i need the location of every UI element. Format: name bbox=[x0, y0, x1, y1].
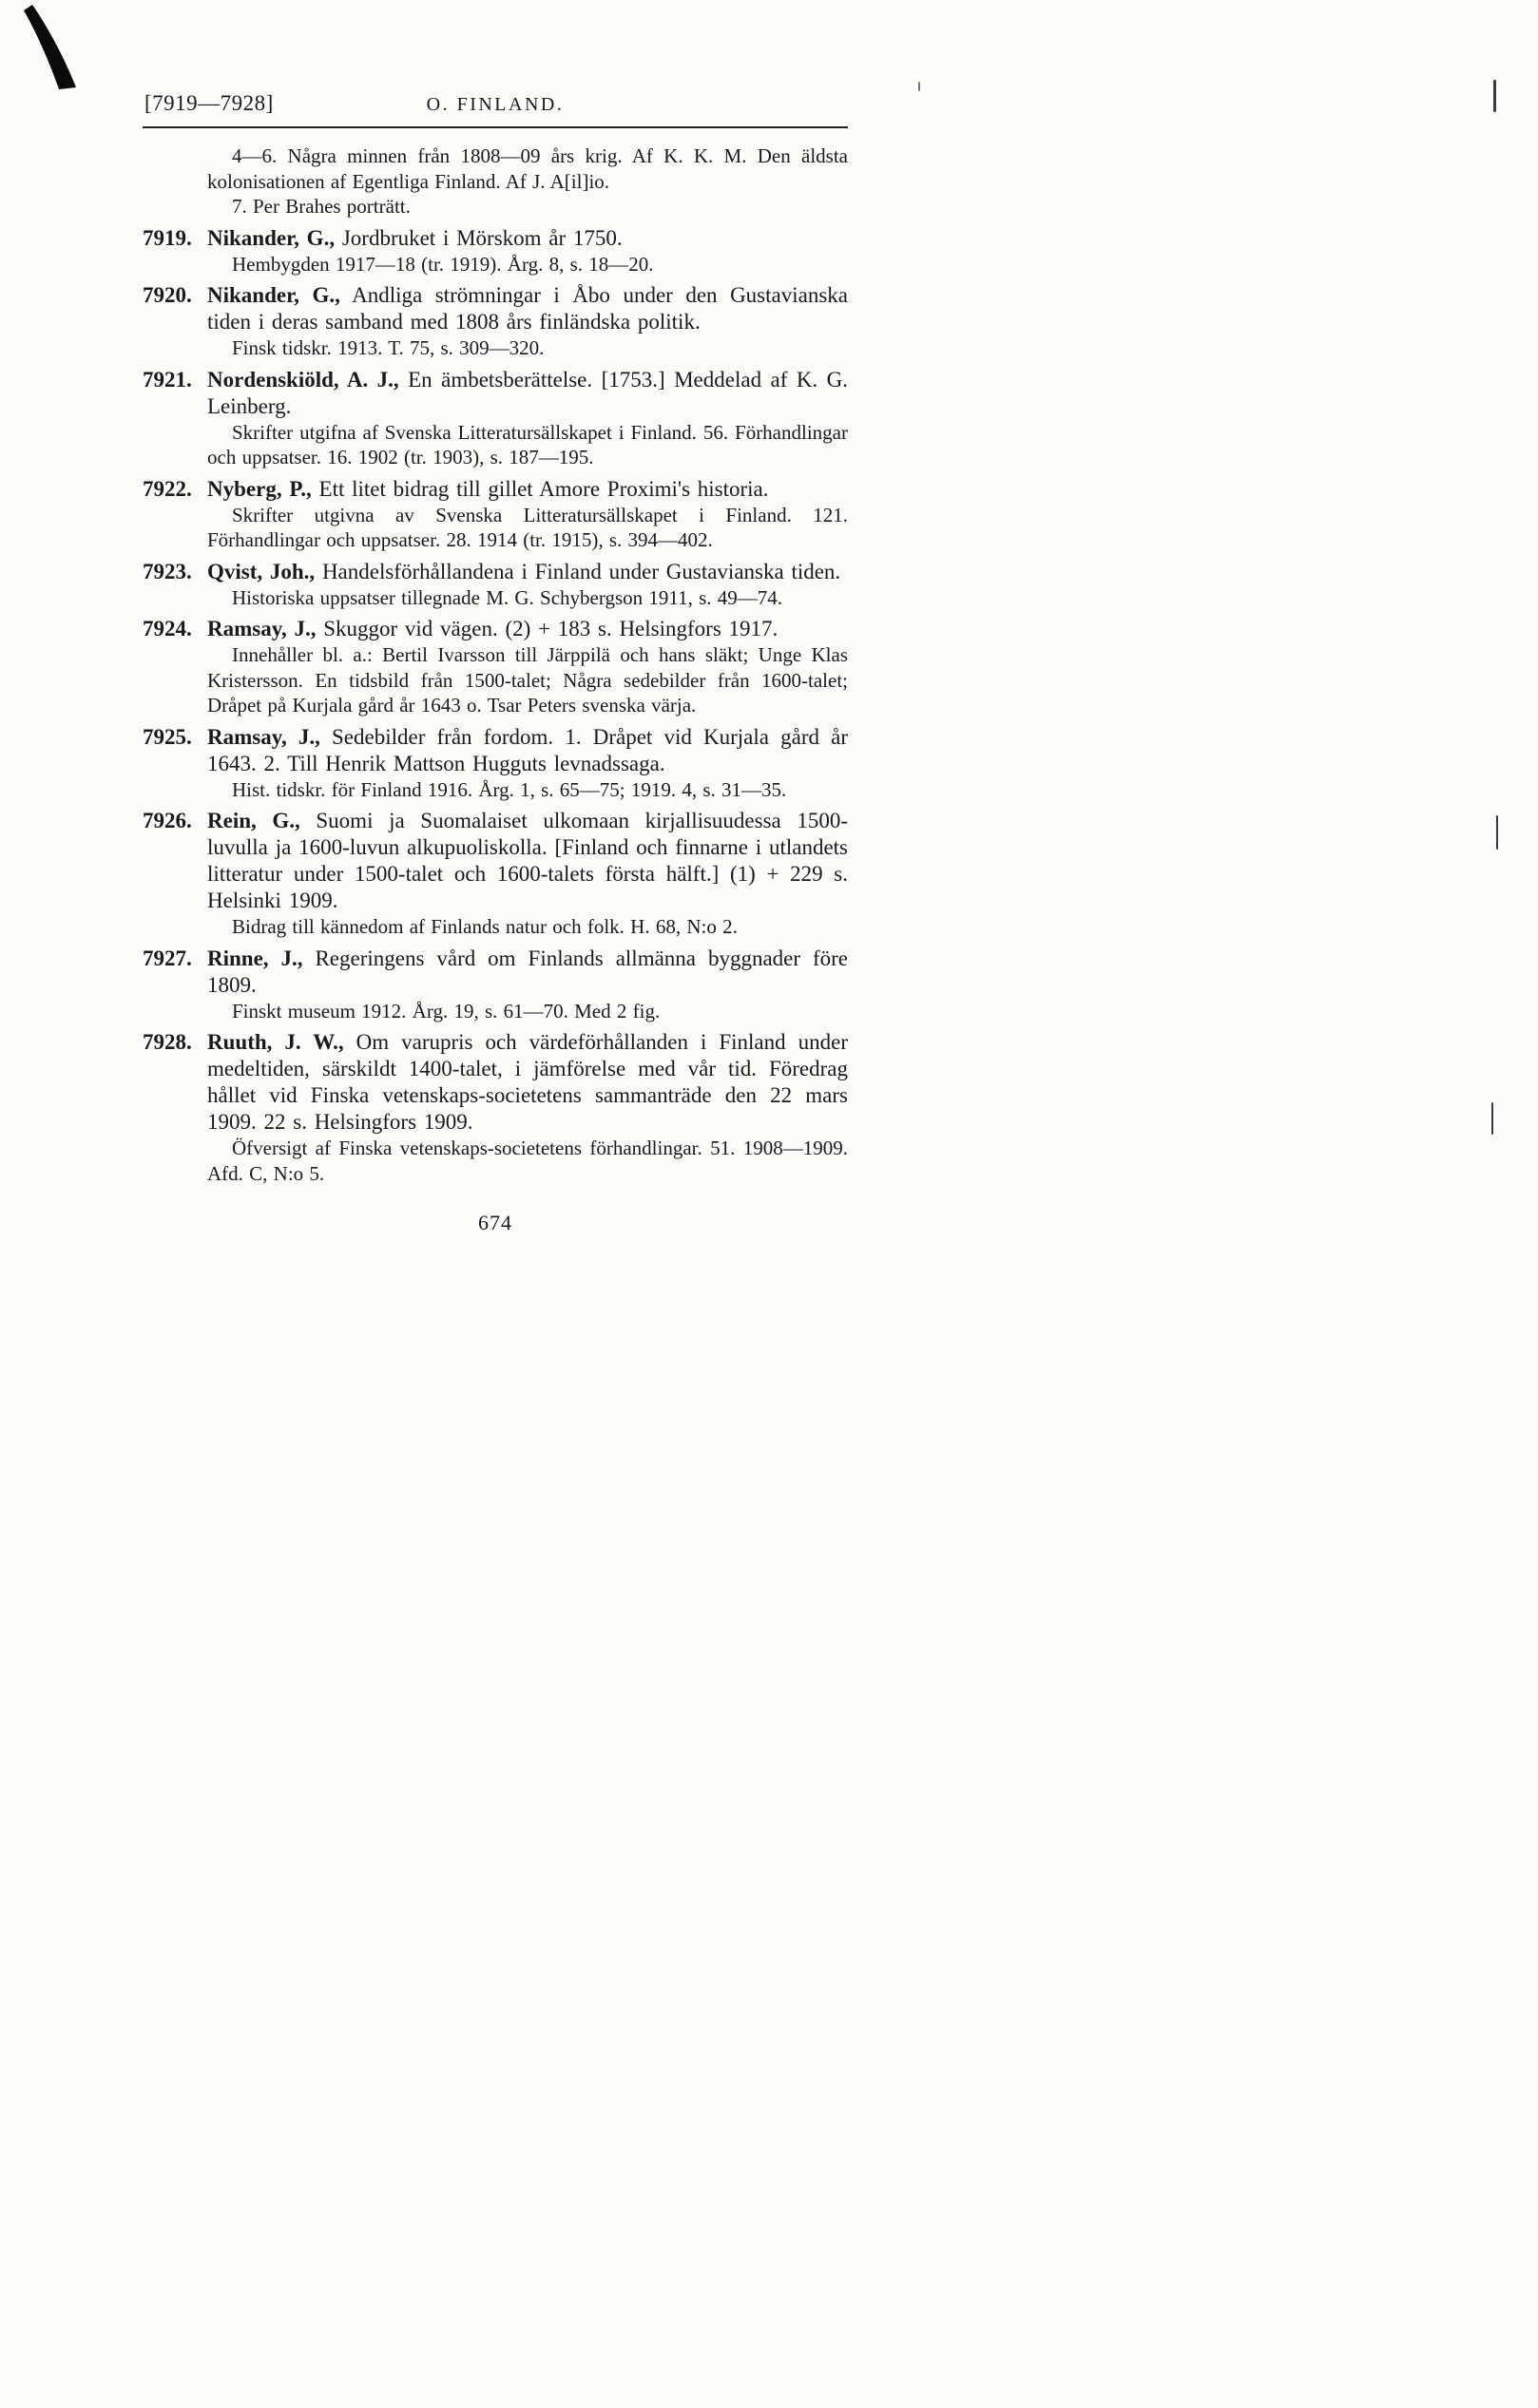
entry-note: Innehåller bl. a.: Bertil Ivarsson till Järppilä och hans släkt; Unge Klas Kristersson. En tidsbild från 1500-talet; Några sedebilder från 1600-talet; Dråpet på Kurjala gård år 1643 o. Tsar Peters svenska värja. bbox=[207, 643, 848, 717]
continuation-text: 7. Per Brahes porträtt. bbox=[232, 195, 411, 218]
entry-number: 7920. bbox=[143, 283, 192, 307]
scan-edge-mark bbox=[1491, 1102, 1493, 1135]
entry-heading bbox=[207, 808, 848, 914]
entry-note: Hist. tidskr. för Finland 1916. Årg. 1, s. 65—75; 1919. 4, s. 31—35. bbox=[232, 777, 787, 801]
bib-entry bbox=[143, 367, 848, 470]
entry-title: Om varupris och värdeförhållanden i Finland under medeltiden, särskildt 1400-talet, i jämförelse med vår tid. Föredrag hållet vid Finska vetenskaps-societetens sammanträde den 22 mars 1909. 22 s. Helsingfors 1909. bbox=[207, 1030, 848, 1134]
entry-author: Ramsay, J., bbox=[207, 617, 317, 640]
entry-author: Nordenskiöld, A. J., bbox=[207, 367, 399, 392]
entry-body bbox=[207, 808, 848, 940]
entry-list bbox=[143, 225, 848, 1187]
entry-author: Qvist, Joh., bbox=[207, 559, 316, 583]
ink-blot-mark bbox=[23, 4, 91, 96]
entry-note: Skrifter utgivna av Svenska Litteratursällskapet i Finland. 121. Förhandlingar och uppsatser. 28. 1914 (tr. 1915), s. 394—402. bbox=[207, 503, 848, 551]
entry-note: Historiska uppsatser tillegnade M. G. Schybergson 1911, s. 49—74. bbox=[232, 585, 783, 609]
entry-title: Jordbruket i Mörskom år 1750. bbox=[341, 225, 623, 250]
bib-entry bbox=[143, 1029, 848, 1186]
entry-body bbox=[207, 616, 848, 718]
entry-heading bbox=[207, 225, 848, 252]
entry-body bbox=[207, 282, 848, 361]
entry-title: Sedebilder från fordom. 1. Dråpet vid Kurjala gård år 1643. 2. Till Henrik Mattson Hugguts levnadssaga. bbox=[207, 724, 849, 775]
entry-number: 7928. bbox=[143, 1030, 192, 1054]
entry-number: 7925. bbox=[143, 724, 192, 749]
entry-body bbox=[207, 1029, 848, 1186]
entry-title: Regeringens vård om Finlands allmänna byggnader före 1809. bbox=[207, 946, 849, 997]
entry-author: Nikander, G., bbox=[207, 283, 340, 307]
scan-edge-mark bbox=[1496, 815, 1498, 850]
entry-title: Skuggor vid vägen. (2) + 183 s. Helsingfors 1917. bbox=[323, 617, 779, 640]
entry-body bbox=[207, 476, 848, 553]
header-rule bbox=[143, 126, 848, 128]
entry-number: 7927. bbox=[143, 946, 192, 970]
entry-note: Hembygden 1917—18 (tr. 1919). Årg. 8, s. 18—20. bbox=[232, 252, 654, 276]
page-number: 674 bbox=[478, 1211, 512, 1234]
entry-author: Rein, G., bbox=[207, 809, 300, 832]
entry-range: [7919—7928] bbox=[144, 91, 274, 115]
entry-heading bbox=[207, 559, 848, 585]
entry-title: En ämbetsberättelse. [1753.] Meddelad af K. G. Leinberg. bbox=[207, 367, 849, 418]
entry-note: Skrifter utgifna af Svenska Litteratursällskapet i Finland. 56. Förhandlingar och uppsatser. 16. 1902 (tr. 1903), s. 187—195. bbox=[207, 420, 848, 468]
entry-number: 7924. bbox=[143, 617, 192, 640]
continuation-paragraph bbox=[207, 143, 848, 220]
entry-body bbox=[207, 367, 848, 470]
bib-entry bbox=[143, 808, 848, 940]
entry-number: 7926. bbox=[143, 809, 192, 832]
bib-entry bbox=[143, 616, 848, 718]
bib-entry bbox=[143, 724, 848, 803]
entry-body bbox=[207, 946, 848, 1024]
entry-heading bbox=[207, 616, 848, 642]
entry-author: Ruuth, J. W., bbox=[207, 1030, 344, 1054]
bib-entry bbox=[143, 476, 848, 553]
entry-heading bbox=[207, 282, 848, 335]
entry-title: Andliga strömningar i Åbo under den Gustavianska tiden i deras samband med 1808 års finländska politik. bbox=[207, 283, 848, 334]
entry-body bbox=[207, 559, 848, 611]
bib-entry bbox=[143, 282, 848, 361]
entry-note: Bidrag till kännedom af Finlands natur och folk. H. 68, N:o 2. bbox=[232, 915, 738, 938]
page-header bbox=[143, 91, 848, 120]
entry-body bbox=[207, 724, 848, 803]
entry-body bbox=[207, 225, 848, 277]
bib-entry bbox=[143, 225, 848, 277]
entry-author: Nikander, G., bbox=[207, 225, 336, 250]
bib-entry bbox=[143, 559, 848, 611]
entry-title: Handelsförhållandena i Finland under Gustavianska tiden. bbox=[321, 559, 841, 583]
entry-author: Ramsay, J., bbox=[207, 724, 320, 749]
entry-note: Öfversigt af Finska vetenskaps-societetens förhandlingar. 51. 1908—1909. Afd. C, N:o 5. bbox=[207, 1137, 848, 1185]
entry-heading bbox=[207, 367, 848, 420]
scan-edge-mark bbox=[918, 82, 920, 91]
entry-heading bbox=[207, 946, 848, 999]
entry-title: Suomi ja Suomalaiset ulkomaan kirjallisuudessa 1500-luvulla ja 1600-luvun alkupuoliskolla. [Finland och finnarne i utlandets litteratur under 1500-talet och 1600-talets första hälft.] (1) + 229 s. Helsinki 1909. bbox=[207, 809, 849, 912]
entry-author: Rinne, J., bbox=[207, 946, 303, 970]
section-title: O. FINLAND. bbox=[426, 94, 565, 115]
entry-heading bbox=[207, 476, 848, 503]
bib-entry bbox=[143, 946, 848, 1024]
text-column bbox=[143, 91, 848, 1235]
entry-title: Ett litet bidrag till gillet Amore Proximi's historia. bbox=[318, 476, 769, 501]
entry-number: 7922. bbox=[143, 476, 192, 501]
scan-edge-mark bbox=[1493, 80, 1496, 112]
entry-heading bbox=[207, 724, 848, 777]
entry-author: Nyberg, P., bbox=[207, 476, 312, 501]
entry-number: 7921. bbox=[143, 367, 192, 392]
continuation-text: 4—6. Några minnen från 1808—09 års krig. Af K. K. M. Den äldsta kolonisationen af Egentliga Finland. Af J. A[il]io. bbox=[207, 144, 848, 193]
entry-heading bbox=[207, 1029, 848, 1136]
entry-note: Finskt museum 1912. Årg. 19, s. 61—70. Med 2 fig. bbox=[232, 999, 661, 1022]
entry-number: 7923. bbox=[143, 559, 192, 583]
entry-note: Finsk tidskr. 1913. T. 75, s. 309—320. bbox=[232, 336, 545, 359]
entry-number: 7919. bbox=[143, 225, 192, 250]
